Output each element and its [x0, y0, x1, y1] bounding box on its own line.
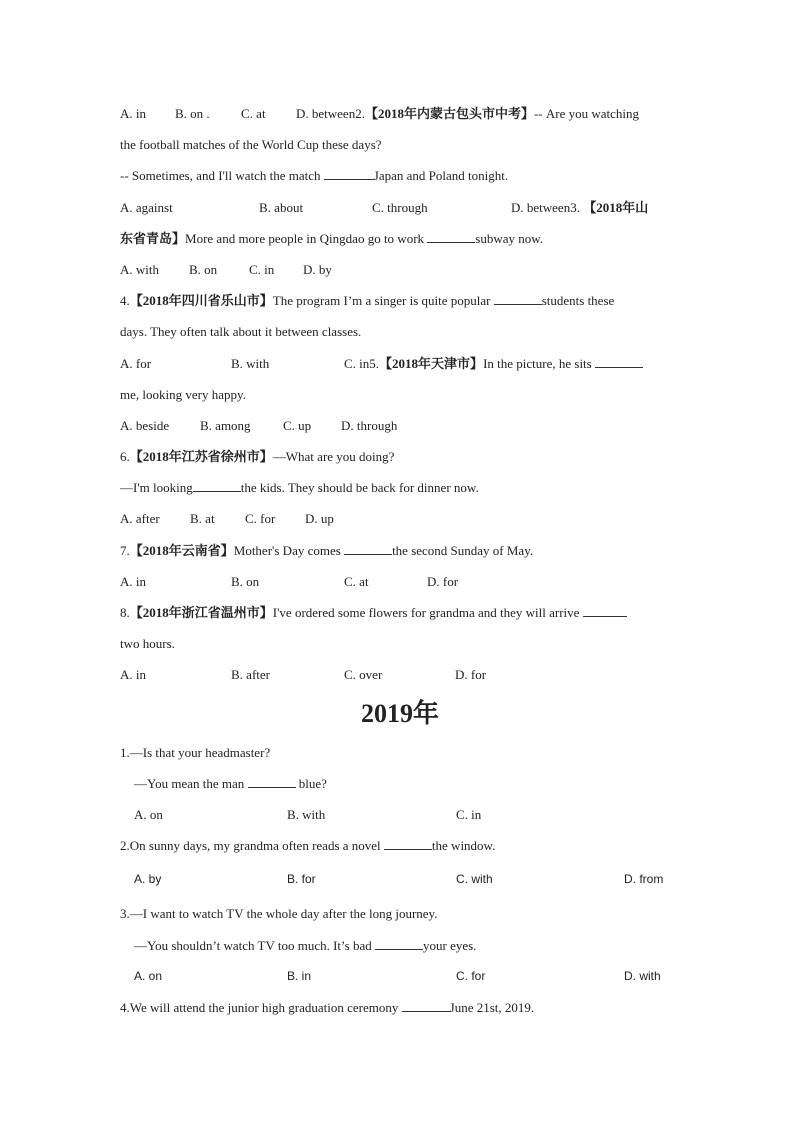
option-c: C. at [241, 106, 266, 121]
answer-blank [344, 542, 392, 555]
option-a: A. beside [120, 417, 170, 433]
question-text: 6.【2018年江苏省徐州市】—What are you doing? [120, 449, 395, 465]
option-c: C. in [249, 261, 275, 277]
question-text: 3.—I want to watch TV the whole day after the long journey. [120, 906, 438, 922]
option-c: C. in [456, 806, 482, 822]
options-row [120, 410, 680, 441]
question-text: me, looking very happy. [120, 386, 246, 402]
question-reply: —You shouldn’t watch TV too much. It’s bad your eyes. [134, 937, 477, 953]
option-a: A. with [120, 261, 159, 277]
options-row [120, 659, 680, 690]
question-text: 1.—Is that your headmaster? [120, 744, 271, 760]
question-text: 4.【2018年四川省乐山市】The program I’m a singer is quite popular students these [120, 293, 615, 309]
option-a: A. by [134, 872, 162, 887]
options-row [120, 348, 680, 379]
options-row [120, 192, 680, 223]
answer-blank [402, 999, 450, 1012]
question-source-tag: 【2018年内蒙古包头市中考】 [364, 106, 534, 121]
option-a: A. in [120, 106, 146, 121]
option-b: B. in [287, 968, 312, 983]
option-b: B. after [231, 667, 270, 683]
option-c-question-number: C. in5.【2018年天津市】In the picture, he sits [344, 348, 643, 379]
question-text: days. They often talk about it between classes. [120, 324, 362, 340]
option-b: B. on [189, 261, 218, 277]
option-a: A. on [134, 806, 163, 822]
option-c: C. with [456, 872, 493, 887]
question-text: 8.【2018年浙江省温州市】I've ordered some flowers for grandma and they will arrive [120, 597, 680, 628]
option-b: B. about [259, 199, 304, 215]
option-b: B. on [231, 573, 260, 589]
answer-blank [494, 292, 542, 305]
answer-blank [595, 355, 643, 368]
question-source-tag: 【2018年四川省乐山市】 [129, 293, 273, 309]
options-row [120, 861, 680, 898]
question-text: 东省青岛】More and more people in Qingdao go to work subway now. [120, 230, 544, 246]
question-text: 7.【2018年云南省】Mother's Day comes the second Sunday of May. [120, 542, 534, 558]
option-c: C. for [245, 511, 276, 527]
option-c: C. up [283, 417, 312, 433]
options-row [120, 503, 680, 534]
options-row [120, 254, 680, 285]
answer-blank [427, 230, 475, 243]
option-d-question-number: D. between3. 【2018年山 [511, 199, 649, 215]
option-a: A. on [134, 968, 163, 983]
question-reply: -- Sometimes, and I'll watch the match Japan and Poland tonight. [120, 168, 509, 184]
option-d: D. through [341, 417, 398, 433]
answer-blank [375, 937, 423, 950]
answer-blank [248, 775, 296, 788]
answer-blank [324, 167, 374, 180]
option-b: B. for [287, 872, 316, 887]
document-page [120, 98, 680, 1023]
option-c: C. at [344, 573, 369, 589]
option-a: A. for [120, 355, 152, 371]
question-source-tag: 东省青岛】 [120, 230, 186, 246]
options-row [120, 566, 680, 597]
option-d: D. from [624, 872, 664, 887]
question-source-tag: 【2018年浙江省温州市】 [129, 605, 273, 620]
option-c: C. over [344, 667, 383, 683]
option-d: D. for [427, 573, 459, 589]
option-d: D. with [624, 968, 661, 983]
option-d: D. up [305, 511, 334, 527]
option-b: B. at [190, 511, 215, 527]
question-reply: —I'm looking the kids. They should be back for dinner now. [120, 480, 479, 496]
question-text: 4.We will attend the junior high graduation ceremony June 21st, 2019. [120, 999, 535, 1015]
answer-blank [384, 837, 432, 850]
section-heading: 2019年 [360, 698, 439, 728]
question-source-tag: 【2018年天津市】 [379, 355, 484, 371]
question-text: -- Are you watching [533, 106, 640, 121]
question-text: two hours. [120, 636, 175, 652]
question-text: the football matches of the World Cup these days? [120, 137, 382, 153]
option-d: D. by [303, 261, 332, 277]
option-d: D. for [455, 667, 487, 683]
question-text: 2.On sunny days, my grandma often reads a novel the window. [120, 838, 496, 854]
question-reply: —You mean the man blue? [134, 775, 327, 791]
answer-blank [583, 604, 627, 617]
answer-blank [193, 479, 241, 492]
option-a: A. against [120, 199, 173, 215]
option-a: A. in [120, 573, 146, 589]
question-source-tag: 【2018年江苏省徐州市】 [129, 449, 273, 465]
option-b: B. among [200, 417, 251, 433]
option-c: C. through [372, 199, 428, 215]
option-b: B. on . [175, 106, 210, 121]
question-source-tag: 【2018年云南省】 [129, 542, 234, 558]
option-b: B. with [287, 806, 326, 822]
option-a: A. in [120, 667, 146, 683]
options-row [120, 799, 680, 830]
option-b: B. with [231, 355, 270, 371]
option-d-question-number: D. between2.【2018年内蒙古包头市中考】-- Are you watching [296, 106, 640, 121]
options-row [120, 961, 680, 992]
question-source-tag: 【2018年山 [583, 199, 649, 215]
option-c: C. for [456, 968, 486, 983]
options-row [120, 98, 680, 129]
option-a: A. after [120, 511, 160, 527]
